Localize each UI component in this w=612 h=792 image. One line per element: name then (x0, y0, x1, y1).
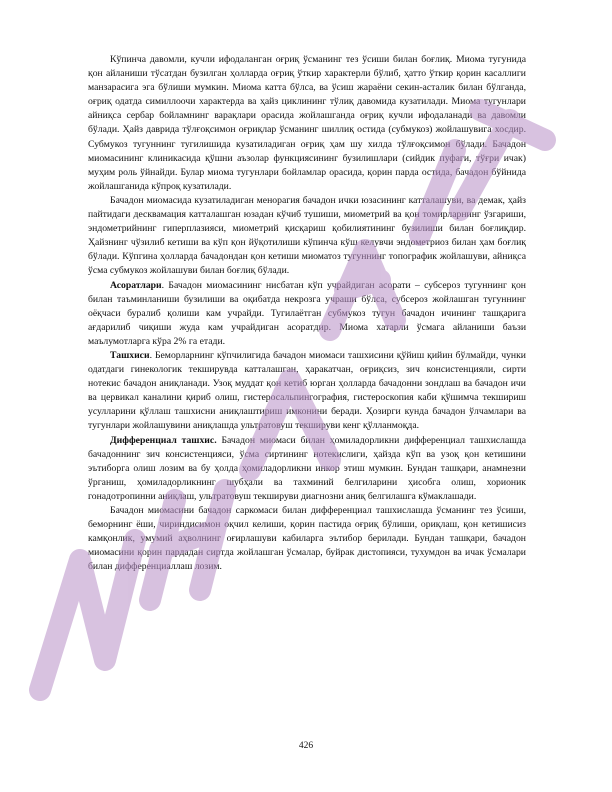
section-heading-differential: Дифференциал ташхис. (110, 434, 217, 446)
paragraph-text: Бачадон миомаси билан ҳомиладорликни дифференциал ташхислашда бачадоннинг зич консистенцияси, ўсма сиртининг нотекислиги, ҳайзда кўп ва узоқ қон кетишини эътиборга олиш лозим ва бу ҳолда ҳомиладорликни инкор этиш мумкин. Бундан ташқари, анамнезни ўрганиш, ҳомиладорликнинг шубҳали ва тахминий белгиларини ҳисобга олиш, хорионик гонадотропинни аниқлаш, ультратовуш текшируви диагнозни аниқ белгилашга кўмаклашади. (88, 434, 527, 502)
paragraph-text: . Бачадон миомасининг нисбатан кўп учрайдиган асорати – субсероз тугуннинг қон билан таъминланиши бузилиши ва оқибатда некрозга учраши бўлса, субсероз жойлашган тугуннинг оёқчаси буралиб қолиши кам учрайди. Тугилаётган субмукоз тугун бачадон ичининг ташқарига ағдарилиб чиқиши жуда кам учрайдиган асоратдир. Миома хатарли ўсмага айланиши баъзи маълумотларга кўра 2% га етади. (88, 279, 526, 347)
paragraph-text: . Беморларнинг кўпчилигида бачадон миомаси ташхисини қўйиш қийин бўлмайди, чунки одатдаги гинекологик текширувда катталашган, ҳаракатчан, оғриқсиз, зич консистенцияли, сирти нотекис бачадон аниқланади. Узоқ муддат қон кетиб юрган ҳолларда бачадонни зондлаш ва бачадон ичи ва цервикал каналини қириб олиш, гистеросальпингография, гистероскопия каби қўшимча текшириш усулларини қўллаш ташхисни аниқлаштириш имконини беради. Ҳозирги кунда бачадон ўлчамлари ва тугунлари жойлашувини аниқлашда ультратовуш текшируви кенг қўлланмоқда. (88, 349, 526, 432)
section-heading-diagnosis: Ташхиси (110, 349, 150, 361)
paragraph (88, 504, 526, 574)
paragraph-diagnosis (88, 349, 526, 434)
section-heading-complications: Асоратлари (110, 279, 162, 291)
paragraph-text: Кўпинча давомли, кучли ифодаланган оғриқ ўсманинг тез ўсиши билан боғлиқ. Миома тугунида қон айланиши тўсатдан бузилган ҳолларда оғриқ ўткир характерли бўлиб, ҳатто ўткир қорин касаллиги манзарасига эга бўлиши мумкин. Миома катта бўлса, ва ўсиш жараёни секин-асталик билан бўлганда, оғриқ одатда симиллоочи характерда ва ҳайз циклининг тўлиқ давомида кузатилади. Миома тугунлари айниқса сербар бойламнинг варақлари орасида жойлашганда оғриқ кучли ифодаланади ва давомли бўлади. Ҳайз давридa тўлғоқсимон оғриқлар ўсманинг шиллиқ остида (субмукоз) жойлашувига хосдир. Субмукоз тугуннинг тугилишида кузатиладиган оғриқ ҳам шу хилда тўлғоқсимон бўлади. Бачадон миомасининг клиникасида қўшни аъзолар функциясининг бузилишлари (сийдик пуфаги, тўғри ичак) муҳим роль ўйнайди. Булар миома тугунлари бойламлар орасида, қорин парда остида, бачадон бўйнида жойлашганида кўпроқ кузатилади. (88, 54, 526, 192)
body-text (88, 53, 526, 574)
paragraph-text: Бачадон миомасини бачадон саркомаси билан дифференциал ташхислашда ўсманинг тез ўсиши, беморнинг ёши, чириндисимон оқчил келиши, қорин пастида оғриқ бўлиши, ориқлаш, қон кетишисиз камқонлик, умумий аҳволнинг оғирлашуви кабиларга эътибор берилади. Бундан ташқари, бачадон миомасини қорин пардадан сиртда жойлашган ўсмалар, буйрак дистопияси, тухумдон ва ичак ўсмалари билан дифференциаллаш лозим. (88, 505, 526, 573)
paragraph (88, 53, 526, 194)
paragraph-text: Бачадон миомасида кузатиладиган менорагия бачадон ички юзасининг катталашуви, ва демак, ҳайз пайтидаги десквамация катталашган юзадан кўчиб тушиши, миометрий ва қон томирларнинг ўзгариши, эндометрийнинг гиперплазияси, миометрий қисқариш қобилиятининг бузилиши билан боғлиқдир. Ҳайзнинг чўзилиб кетиши ва кўп қон йўқотилиши кўпинча кўш келувчи эндометриоз билан ҳам боғлиқ бўлади. Кўпгина ҳолларда бачадондан қон кетиши миоматоз тугуннинг топографик жойлашуви, айниқса ўсма субмукоз жойлашуви билан боғлиқ бўлади. (88, 194, 526, 277)
paragraph (88, 194, 526, 279)
paragraph-complications (88, 279, 526, 349)
page-number: 426 (298, 741, 314, 751)
paragraph-differential (88, 434, 526, 504)
